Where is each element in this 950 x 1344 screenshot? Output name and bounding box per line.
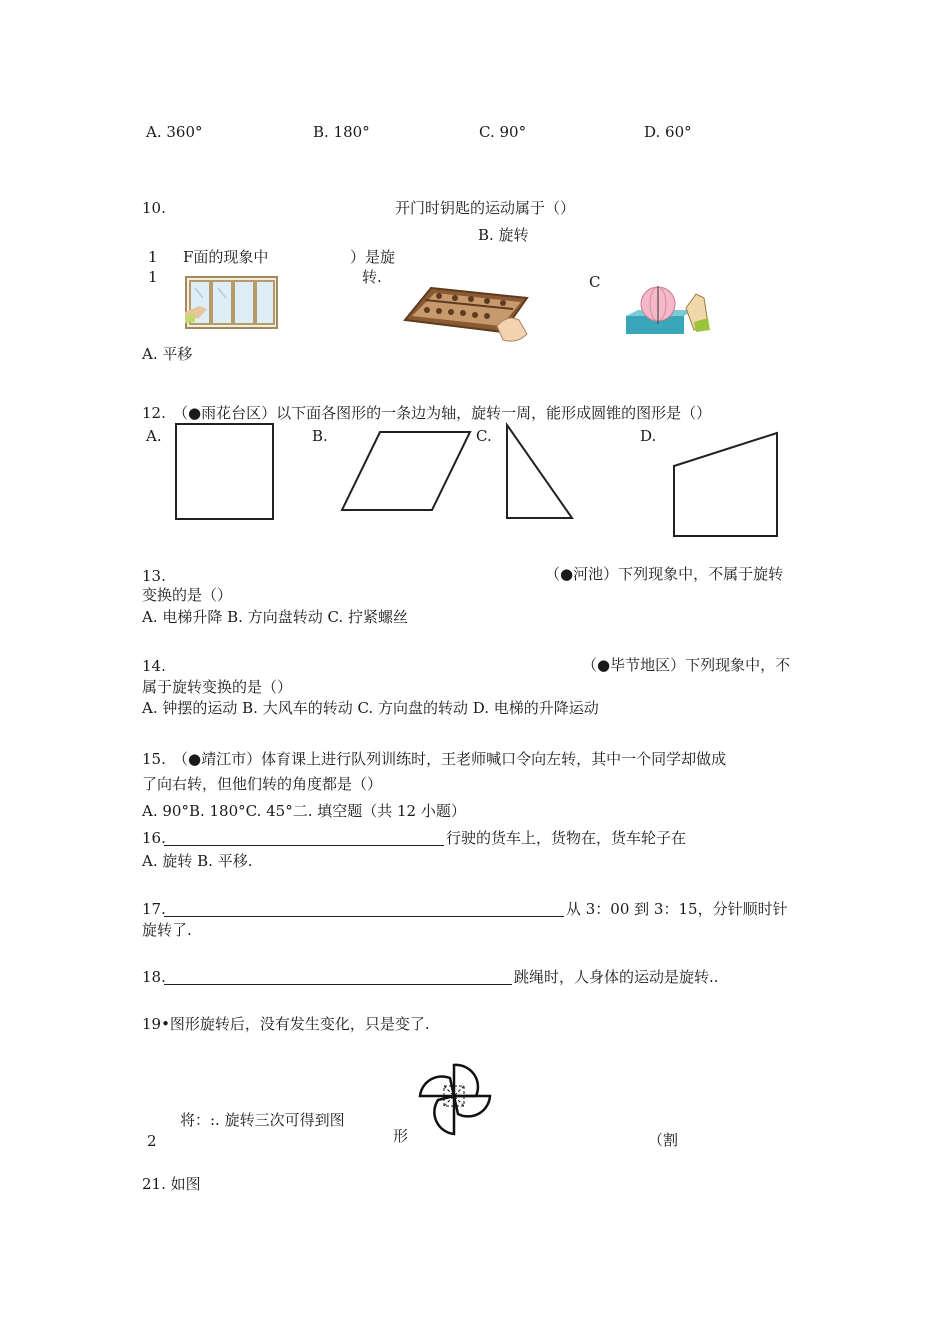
q16-options[interactable]: A. 旋转 B. 平移. [142, 852, 253, 870]
pinwheel-figure [418, 1060, 498, 1140]
q15-number: 15. [142, 750, 166, 768]
q11-stem-right: ）是旋 [350, 248, 396, 266]
q9-option-a[interactable]: A. 360° [146, 123, 203, 141]
q12-label-b[interactable]: B. [312, 427, 328, 445]
q13-stem-right: （●河池）下列现象中，不属于旋转 [545, 565, 784, 583]
q20-tail: （割 [648, 1131, 679, 1149]
q16-number: 16. [142, 829, 166, 847]
q12-number: 12. [142, 404, 166, 422]
q15-stem-line2: 了向右转，但他们转的角度都是（） [142, 775, 383, 793]
q11-option-a[interactable]: A. 平移 [142, 345, 193, 363]
q9-option-b[interactable]: B. 180° [313, 123, 370, 141]
q11-number-bottom: 1 [148, 268, 158, 286]
square-shape [176, 424, 273, 519]
q12-shapes [0, 0, 950, 560]
q16-text: 行驶的货车上，货物在，货车轮子在 [446, 829, 687, 847]
q18-text: 跳绳时，人身体的运动是旋转.. [514, 968, 719, 986]
q15-options[interactable]: A. 90°B. 180°C. 45°二. 填空题（共 12 小题） [142, 802, 466, 820]
right-triangle-shape [507, 425, 572, 518]
q14-number: 14. [142, 657, 166, 675]
q9-option-d[interactable]: D. 60° [644, 123, 692, 141]
q13-stem-line2: 变换的是（） [142, 586, 233, 604]
q9-option-c[interactable]: C. 90° [479, 123, 527, 141]
q12-label-d[interactable]: D. [640, 427, 657, 445]
right-trapezoid-shape [674, 433, 777, 536]
q17-text: 从 3：00 到 3：15，分针顺时针 [566, 900, 788, 918]
q12-label-a[interactable]: A. [146, 427, 162, 445]
q10-option-b[interactable]: B. 旋转 [478, 226, 529, 244]
q11-stem-left: F面的现象中 [183, 248, 269, 266]
q12-label-c[interactable]: C. [476, 427, 492, 445]
q21-text: 21. 如图 [142, 1175, 201, 1193]
q11-option-c-marker: C [589, 273, 601, 291]
q18-answer-blank[interactable] [164, 984, 512, 985]
q10-number: 10. [142, 199, 166, 217]
q11-stem-right-line2: 转. [362, 268, 382, 286]
parallelogram-shape [342, 432, 470, 510]
q20-shape-char: 形 [393, 1127, 409, 1145]
q17-answer-blank[interactable] [164, 916, 564, 917]
q14-stem-right: （●毕节地区）下列现象中，不 [582, 656, 791, 674]
q13-number: 13. [142, 567, 166, 585]
q10-stem: 开门时钥匙的运动属于（） [395, 199, 576, 217]
q13-options[interactable]: A. 电梯升降 B. 方向盘转动 C. 拧紧螺丝 [142, 608, 408, 626]
q15-stem-line1: （●靖江市）体育课上进行队列训练时，王老师喊口令向左转，其中一个同学却做成 [173, 750, 727, 768]
q17-number: 17. [142, 900, 166, 918]
q11-number-top: 1 [148, 248, 158, 266]
q16-answer-blank[interactable] [164, 845, 444, 846]
q14-options[interactable]: A. 钟摆的运动 B. 大风车的转动 C. 方向盘的转动 D. 电梯的升降运动 [142, 699, 599, 717]
q20-text: 将：:. 旋转三次可得到图 [180, 1111, 345, 1129]
q17-text-line2: 旋转了. [142, 921, 192, 939]
q20-number: 2 [147, 1132, 157, 1150]
q18-number: 18. [142, 968, 166, 986]
q19-text: 19•图形旋转后，没有发生变化，只是变了. [142, 1015, 430, 1033]
q14-stem-line2: 属于旋转变换的是（） [142, 678, 293, 696]
q12-stem: （●雨花台区）以下面各图形的一条边为轴，旋转一周，能形成圆锥的图形是（） [173, 404, 712, 422]
